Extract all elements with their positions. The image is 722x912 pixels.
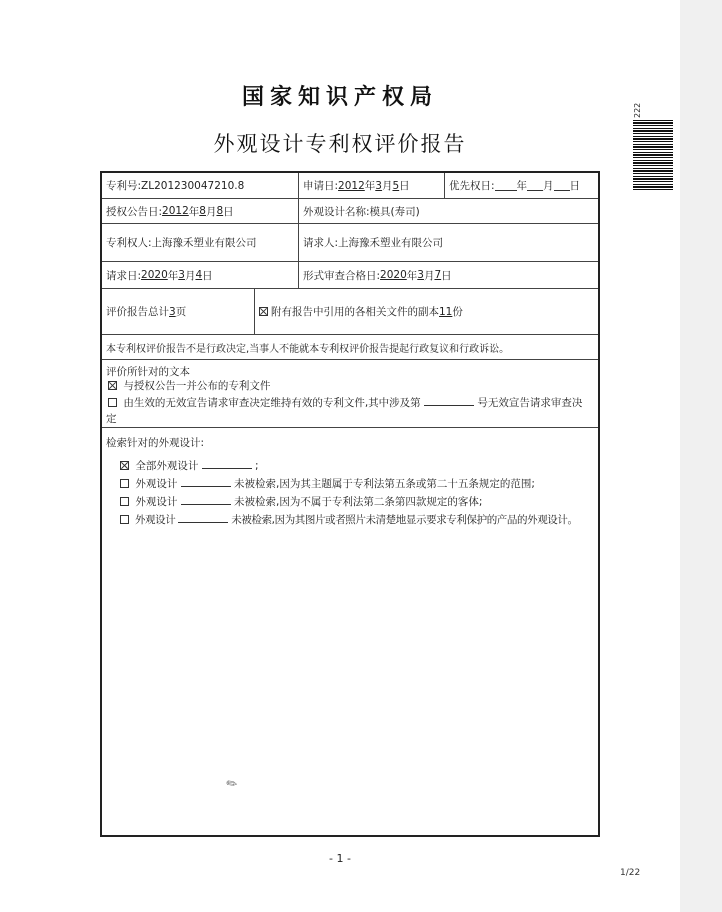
priority-date-label: 优先权日: (449, 180, 495, 192)
attachments-cell (254, 289, 598, 334)
filing-date-day: 5 (392, 179, 400, 192)
report-form (100, 171, 600, 837)
design-name-cell (298, 199, 598, 223)
attachments-count: 11 (439, 305, 453, 318)
barcode-image (633, 120, 673, 190)
search-item-2-reason: 未被检索,因为其主题属于专利法第五条或第二十五条规定的范围; (234, 478, 535, 490)
row-eval-text (102, 360, 598, 428)
priority-month-blank (527, 180, 543, 191)
pages-total-label: 评价报告总计 (106, 306, 169, 318)
grant-month: 8 (199, 205, 206, 217)
filing-date-label: 申请日: (303, 180, 339, 192)
search-item-1-checkbox[interactable] (120, 461, 129, 470)
request-month: 3 (178, 269, 185, 281)
unit-day: 日 (399, 180, 410, 192)
eval-option-2-label-post: 号无效宣告请求审查决 (477, 397, 583, 409)
grant-date-label: 授权公告日: (106, 205, 163, 218)
search-item-3 (120, 494, 482, 509)
search-item-1-blank (202, 458, 252, 469)
requester-cell (298, 224, 598, 261)
request-date-label: 请求日: (106, 269, 142, 282)
request-day: 4 (195, 269, 203, 281)
patent-number-cell (102, 173, 298, 198)
unit-month: 月 (423, 269, 435, 282)
unit-month: 月 (184, 269, 196, 282)
filing-date-year: 2012 (338, 179, 365, 192)
search-item-3-reason: 未被检索,因为不属于专利法第二条第四款规定的客体; (234, 496, 483, 508)
search-item-4 (120, 512, 578, 527)
formal-month: 3 (417, 269, 424, 281)
requester-value: 上海豫禾塑业有限公司 (338, 237, 444, 249)
unit-year: 年 (516, 180, 528, 192)
org-title: 国家知识产权局 (241, 85, 438, 110)
row-patent-info (102, 173, 598, 199)
row-pages (102, 289, 598, 335)
row-dates (102, 262, 598, 289)
pages-total-value: 3 (169, 305, 176, 318)
priority-year-blank (495, 180, 517, 191)
grant-day: 8 (216, 205, 224, 217)
eval-text-title: 评价所针对的文本 (106, 366, 190, 378)
eval-option-2-checkbox[interactable] (108, 398, 117, 407)
search-item-4-blank (178, 512, 228, 523)
eval-option-1-label: 与授权公告一并公布的专利文件 (123, 380, 271, 392)
pages-unit: 页 (175, 306, 187, 318)
unit-day: 日 (441, 269, 452, 282)
eval-option-1-checkbox[interactable] (108, 381, 117, 390)
page-number: - 1 - (329, 852, 351, 865)
barcode-number: 222 (633, 102, 642, 118)
priority-date-cell (444, 173, 598, 198)
patentee-cell (102, 224, 298, 261)
request-year: 2020 (141, 269, 168, 281)
search-item-3-blank (181, 494, 231, 505)
search-section (102, 428, 598, 835)
unit-year: 年 (364, 180, 376, 192)
row-parties (102, 224, 598, 262)
unit-day: 日 (223, 205, 234, 218)
request-date-cell (102, 262, 298, 288)
search-item-2-checkbox[interactable] (120, 479, 129, 488)
formal-exam-label: 形式审查合格日: (303, 269, 381, 282)
design-name-value: 模具(寿司) (369, 205, 420, 218)
search-item-2-blank (181, 476, 231, 487)
search-item-2-label: 外观设计 (135, 478, 178, 490)
pages-total-cell (102, 289, 254, 334)
attachments-checkbox[interactable] (259, 307, 268, 316)
formal-year: 2020 (380, 269, 407, 281)
formal-day: 7 (434, 269, 442, 281)
priority-day-blank (554, 180, 570, 191)
grant-date-cell (102, 199, 298, 223)
unit-day: 日 (569, 180, 581, 192)
eval-option-2-label-pre: 由生效的无效宣告请求审查决定维持有效的专利文件,其中涉及第 (123, 397, 421, 409)
unit-day: 日 (202, 269, 213, 282)
formal-exam-cell (298, 262, 598, 288)
report-title: 外观设计专利权评价报告 (213, 132, 467, 156)
search-item-1-end: ; (255, 460, 259, 472)
search-title: 检索针对的外观设计: (106, 437, 205, 449)
eval-option-1 (108, 378, 270, 393)
pen-mark-icon: ✎ (223, 775, 242, 794)
search-item-3-label: 外观设计 (135, 496, 178, 508)
eval-option-2-wrap: 定 (106, 413, 117, 425)
unit-year: 年 (188, 205, 200, 218)
patentee-label: 专利权人: (106, 237, 152, 249)
unit-month: 月 (381, 180, 393, 192)
row-grant-info (102, 199, 598, 224)
search-item-4-reason: 未被检索,因为其图片或者照片未清楚地显示要求专利保护的产品的外观设计。 (231, 514, 578, 526)
viewer-side-strip (679, 0, 722, 912)
patentee-value: 上海豫禾塑业有限公司 (151, 237, 257, 249)
design-name-label: 外观设计名称: (303, 205, 370, 218)
filing-date-month: 3 (375, 179, 382, 192)
unit-year: 年 (406, 269, 418, 282)
eval-option-2 (108, 395, 582, 410)
grant-year: 2012 (162, 205, 189, 217)
filing-date-cell (298, 173, 444, 198)
unit-year: 年 (167, 269, 179, 282)
attachments-unit: 份 (452, 306, 463, 318)
page-count: 1/22 (620, 868, 641, 878)
requester-label: 请求人: (303, 237, 339, 249)
patent-number-value: ZL201230047210.8 (141, 179, 245, 192)
row-notice (102, 335, 598, 360)
search-item-3-checkbox[interactable] (120, 497, 129, 506)
search-item-1-label: 全部外观设计 (135, 460, 199, 472)
search-item-1 (120, 458, 259, 473)
notice-text: 本专利权评价报告不是行政决定,当事人不能就本专利权评价报告提起行政复议和行政诉讼。 (106, 343, 510, 355)
search-item-4-checkbox[interactable] (120, 515, 129, 524)
attachments-label: 附有报告中引用的各相关文件的副本 (271, 306, 439, 318)
patent-number-label: 专利号: (106, 180, 142, 192)
search-item-2 (120, 476, 535, 491)
unit-month: 月 (543, 180, 554, 192)
invalidation-number-blank (424, 395, 474, 406)
search-item-4-label: 外观设计 (134, 514, 176, 526)
unit-month: 月 (205, 205, 217, 218)
